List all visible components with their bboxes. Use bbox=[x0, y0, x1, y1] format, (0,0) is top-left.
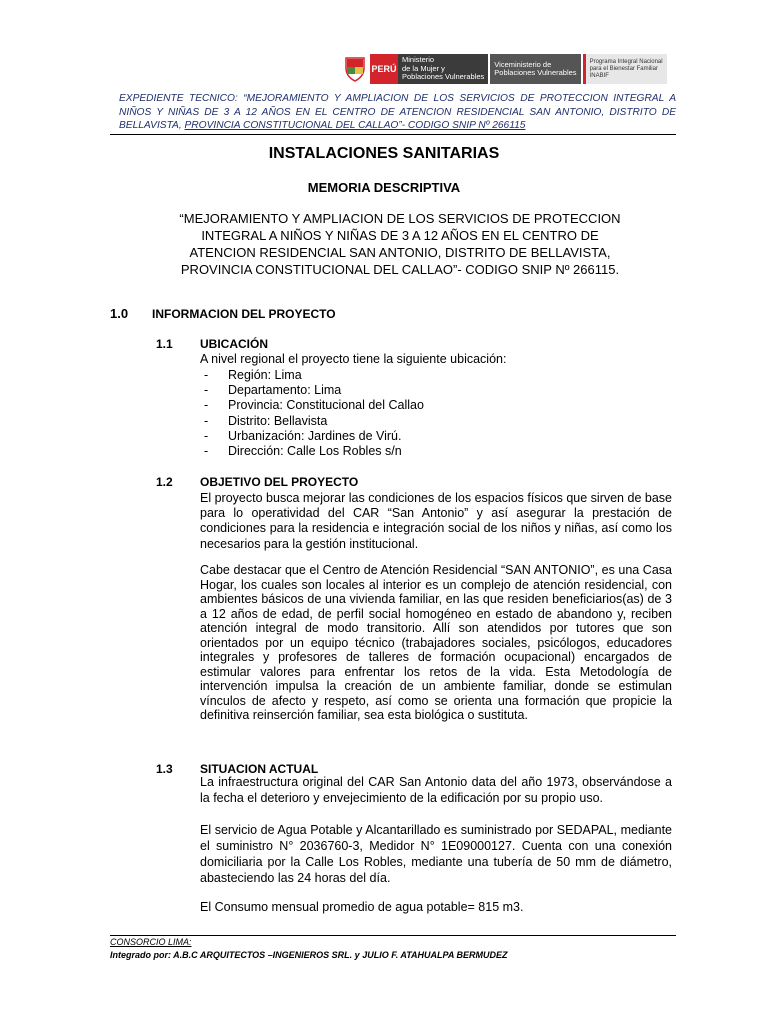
section-1-3-paragraph-2: El servicio de Agua Potable y Alcantarillado es suministrado por SEDAPAL, mediante el suministro N° 2036760-3, Medidor N° 1E09000127. Cuenta con una conexión domiciliaria por la Calle Los Robles, mediante una tubería de 50 mm de diámetro, abasteciendo las 24 horas del día. bbox=[200, 823, 672, 885]
section-1-3-paragraph-1: La infraestructura original del CAR San Antonio data del año 1973, observándose a la fecha el deterioro y envejecimiento de la edificación por su propio uso. bbox=[200, 775, 672, 805]
header-divider bbox=[110, 134, 676, 135]
section-1-2-number: 1.2 bbox=[156, 475, 173, 489]
footer-divider bbox=[110, 935, 676, 936]
section-1-2-paragraph-1: El proyecto busca mejorar las condiciones de los espacios físicos que sirven de base para lo operatividad del CAR “San Antonio” y así asegurar la prestación de condiciones para la residencia e integración social de los niños y niñas, así como los necesarios para la gestión institucional. bbox=[200, 491, 672, 551]
section-1-2-paragraph-2: Cabe destacar que el Centro de Atención Residencial “SAN ANTONIO”, es una Casa Hogar, los cuales son locales al interior es un complejo de atención residencial, con ambientes básicos de una vivienda familiar, en las que residen beneficiarios(as) de 3 a 12 años de edad, de perfil social homogéneo en estado de abandono y, reciben atención integral de modo transitorio. Allí son atendidos por tutores que son orientados por un equipo técnico (trabajadores sociales, psicólogos, educadores integrales y profesores de talleres de formación ocupacional) encargados de estimular valores para enfrentar los retos de la vida. Esta Metodología de intervención impulsa la creación de un ambiente familiar, donde se estimulan vínculos de afecto y respeto, así como se orienta una formación que propicie la definitiva reinserción familiar, sea esta biológica o sustituta. bbox=[200, 563, 672, 722]
section-1-1-title: UBICACIÓN bbox=[200, 337, 268, 351]
coat-of-arms-icon bbox=[340, 54, 370, 84]
section-1-3-title: SITUACION ACTUAL bbox=[200, 762, 319, 776]
vice-ministry-logo: Viceministerio de Poblaciones Vulnerables bbox=[490, 54, 580, 84]
program-logo: Programa Integral Nacional para el Bienestar Familiar INABIF bbox=[583, 54, 667, 84]
document-title: INSTALACIONES SANITARIAS bbox=[268, 145, 500, 162]
section-1-title: INFORMACION DEL PROYECTO bbox=[152, 307, 336, 321]
logo-bar bbox=[340, 54, 676, 84]
location-list bbox=[200, 368, 660, 459]
list-item: - Región: Lima bbox=[204, 368, 302, 382]
section-1-3-paragraph-3: El Consumo mensual promedio de agua potable= 815 m3. bbox=[200, 900, 524, 914]
footer-members: Integrado por: A.B.C ARQUITECTOS –INGENIEROS SRL. y JULIO F. ATAHUALPA BERMUDEZ bbox=[110, 950, 508, 960]
expediente-header bbox=[119, 92, 676, 133]
section-1-3-number: 1.3 bbox=[156, 762, 173, 776]
list-item: - Departamento: Lima bbox=[204, 383, 342, 398]
ministry-logo: Ministerio de la Mujer y Poblaciones Vulnerables bbox=[398, 54, 488, 84]
list-item: - Provincia: Constitucional del Callao bbox=[204, 398, 424, 413]
expediente-line-1: EXPEDIENTE TECNICO: “MEJORAMIENTO Y AMPLIACION DE LOS SERVICIOS DE PROTECCION INTEGRAL A NIÑOS Y NIÑAS DE 3 A 12 AÑOS EN EL CENTRO DE ATENCION RESIDENCIAL SAN ANTONIO, DISTRITO DE BELLAVISTA, bbox=[119, 93, 676, 131]
list-item: - Dirección: Calle Los Robles s/n bbox=[204, 444, 402, 459]
document-subtitle: MEMORIA DESCRIPTIVA bbox=[307, 180, 461, 195]
section-1-number: 1.0 bbox=[110, 306, 129, 321]
section-1-1-number: 1.1 bbox=[156, 337, 173, 351]
list-item: - Distrito: Bellavista bbox=[204, 413, 328, 428]
peru-logo: PERÚ bbox=[370, 54, 398, 84]
expediente-line-2: PROVINCIA CONSTITUCIONAL DEL CALLAO”- CODIGO SNIP Nº 266115 bbox=[184, 120, 526, 131]
footer-consortium: CONSORCIO LIMA: bbox=[110, 937, 192, 947]
section-1-2-title: OBJETIVO DEL PROYECTO bbox=[200, 475, 359, 489]
section-1-1-intro: A nivel regional el proyecto tiene la siguiente ubicación: bbox=[200, 352, 507, 366]
list-item: - Urbanización: Jardines de Virú. bbox=[204, 428, 402, 443]
project-title: “MEJORAMIENTO Y AMPLIACION DE LOS SERVICIOS DE PROTECCION INTEGRAL A NIÑOS Y NIÑAS DE 3 A 12 AÑOS EN EL CENTRO DE ATENCION RESIDENCIAL SAN ANTONIO, DISTRITO DE BELLAVISTA, PROVINCIA CONSTITUCIONAL DEL CALLAO”- CODIGO SNIP Nº 266115. bbox=[179, 211, 621, 277]
